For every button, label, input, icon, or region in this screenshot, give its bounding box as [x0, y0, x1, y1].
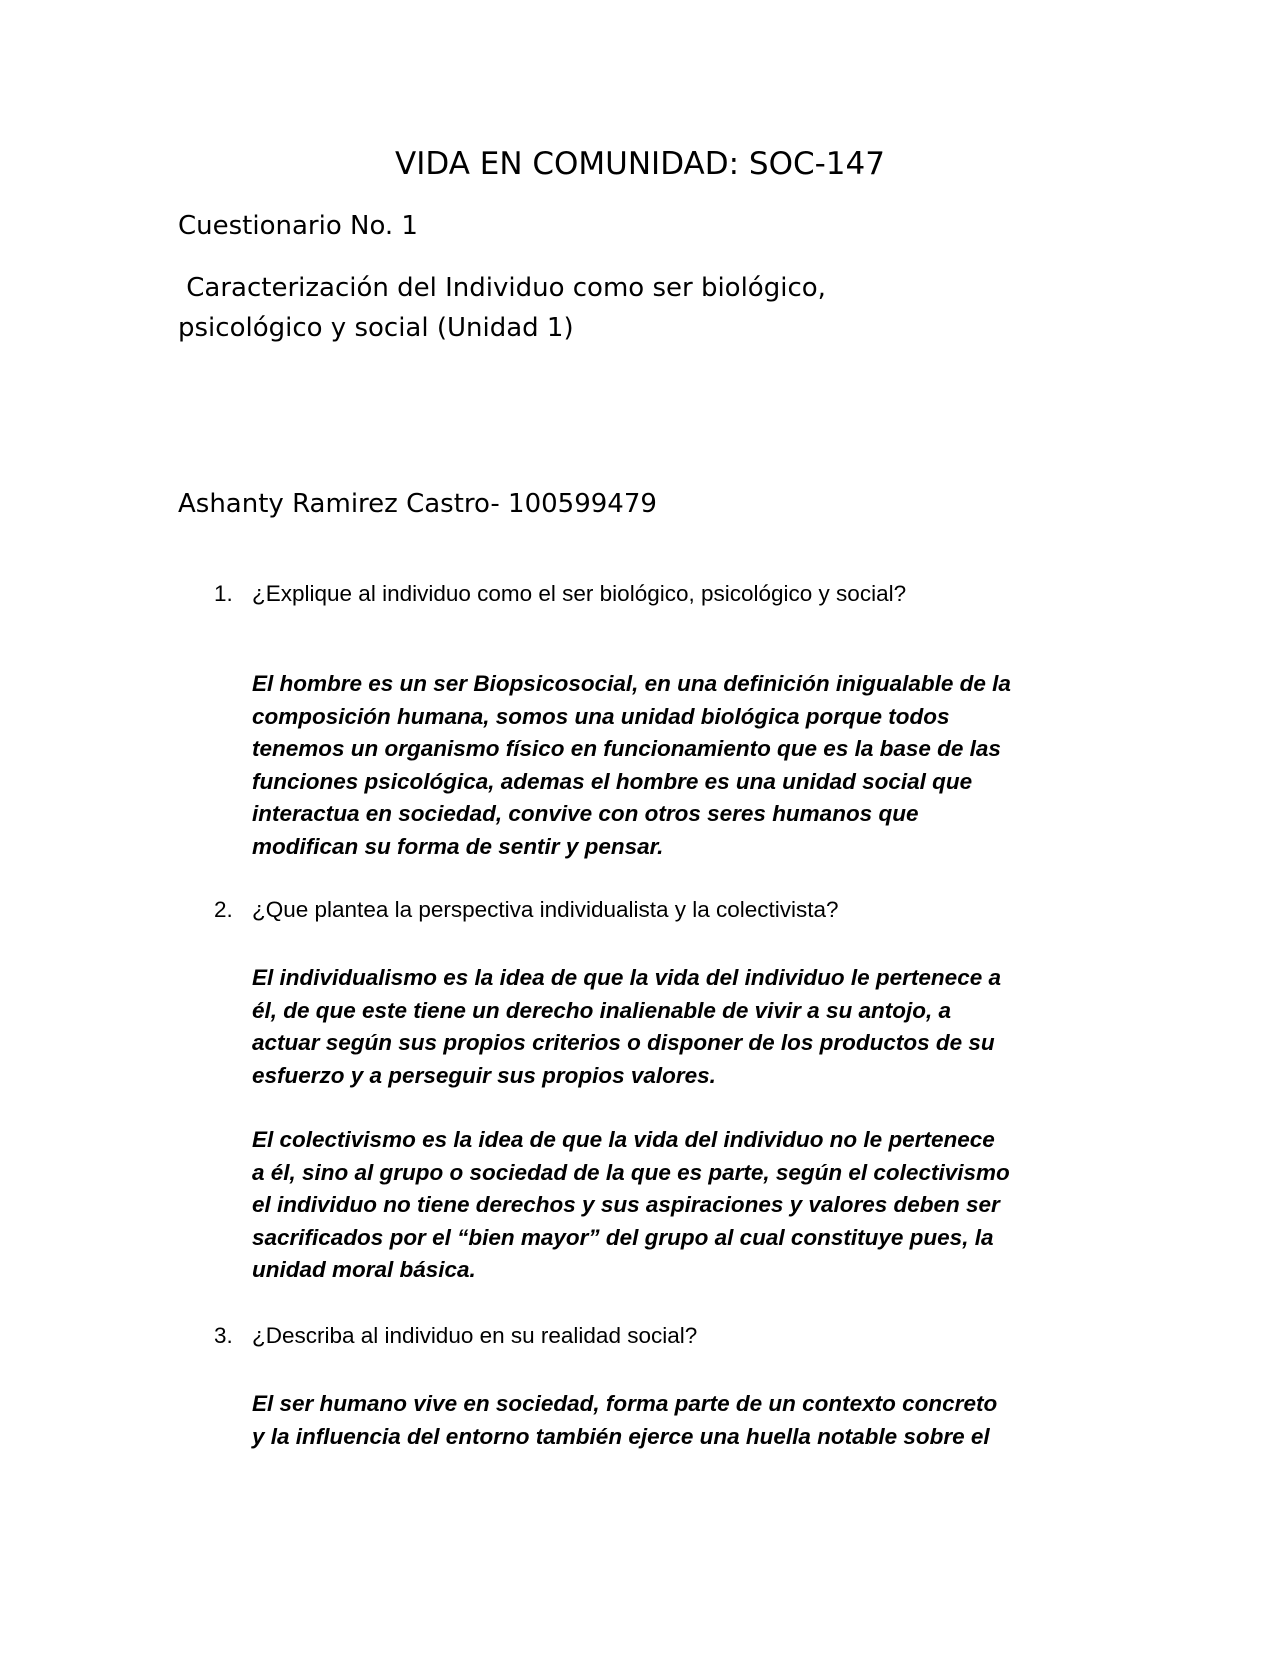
answer-line: funciones psicológica, ademas el hombre es una unidad social que: [252, 768, 973, 794]
question-number: 2.: [214, 897, 233, 922]
question-label: ¿Describa al individuo en su realidad social?: [252, 1323, 698, 1348]
question-text: [178, 1320, 1118, 1352]
questionnaire-number: Cuestionario No. 1: [178, 211, 418, 241]
answer-line: El ser humano vive en sociedad, forma parte de un contexto concreto: [252, 1391, 998, 1416]
answer-line: esfuerzo y a perseguir sus propios valores.: [252, 1062, 716, 1088]
answer-paragraph: [178, 1388, 1118, 1453]
answer-line: interactua en sociedad, convive con otros seres humanos que: [252, 801, 919, 827]
answer-block: [178, 1124, 1118, 1287]
document-title: VIDA EN COMUNIDAD: SOC-147: [395, 146, 885, 182]
question-number: 3.: [214, 1323, 233, 1348]
answer-line: El individualismo es la idea de que la vida del individuo le pertenece a: [252, 965, 1001, 990]
answer-block: [178, 668, 1118, 864]
answer-line: El colectivismo es la idea de que la vida del individuo no le pertenece: [252, 1127, 995, 1152]
answer-paragraph: [178, 962, 1118, 1092]
answer-line: a él, sino al grupo o sociedad de la que es parte, según el colectivismo: [252, 1159, 1010, 1185]
unit-topic: [178, 268, 998, 348]
question-label: ¿Que plantea la perspectiva individualista y la colectivista?: [252, 897, 839, 922]
question-label: ¿Explique al individuo como el ser biológico, psicológico y social?: [252, 581, 907, 606]
question-text: [178, 894, 1118, 926]
answer-line: y la influencia del entorno también ejerce una huella notable sobre el: [252, 1423, 990, 1449]
unit-topic-line: psicológico y social (Unidad 1): [178, 313, 574, 343]
question-text: [178, 578, 1118, 610]
unit-topic-line: Caracterización del Individuo como ser biológico,: [178, 273, 826, 303]
answer-line: tenemos un organismo físico en funcionamiento que es la base de las: [252, 736, 1001, 762]
answer-line: el individuo no tiene derechos y sus aspiraciones y valores deben ser: [252, 1192, 1000, 1218]
answer-paragraph: [178, 1124, 1118, 1287]
answer-paragraph: [178, 668, 1118, 864]
answer-line: unidad moral básica.: [252, 1257, 476, 1283]
answer-line: El hombre es un ser Biopsicosocial, en una definición inigualable de la: [252, 671, 1011, 696]
answer-line: actuar según sus propios criterios o disponer de los productos de su: [252, 1030, 995, 1056]
answer-line: modifican su forma de sentir y pensar.: [252, 833, 664, 859]
answer-block: [178, 962, 1118, 1092]
answer-block: [178, 1388, 1118, 1453]
question-number: 1.: [214, 581, 233, 606]
question-item: [178, 578, 1118, 610]
answer-line: sacrificados por el “bien mayor” del grupo al cual constituye pues, la: [252, 1224, 994, 1250]
author-name: Ashanty Ramirez Castro- 100599479: [178, 489, 657, 519]
answer-line: él, de que este tiene un derecho inalienable de vivir a su antojo, a: [252, 997, 951, 1023]
answer-line: composición humana, somos una unidad biológica porque todos: [252, 703, 950, 729]
question-item: [178, 894, 1118, 926]
question-item: [178, 1320, 1118, 1352]
